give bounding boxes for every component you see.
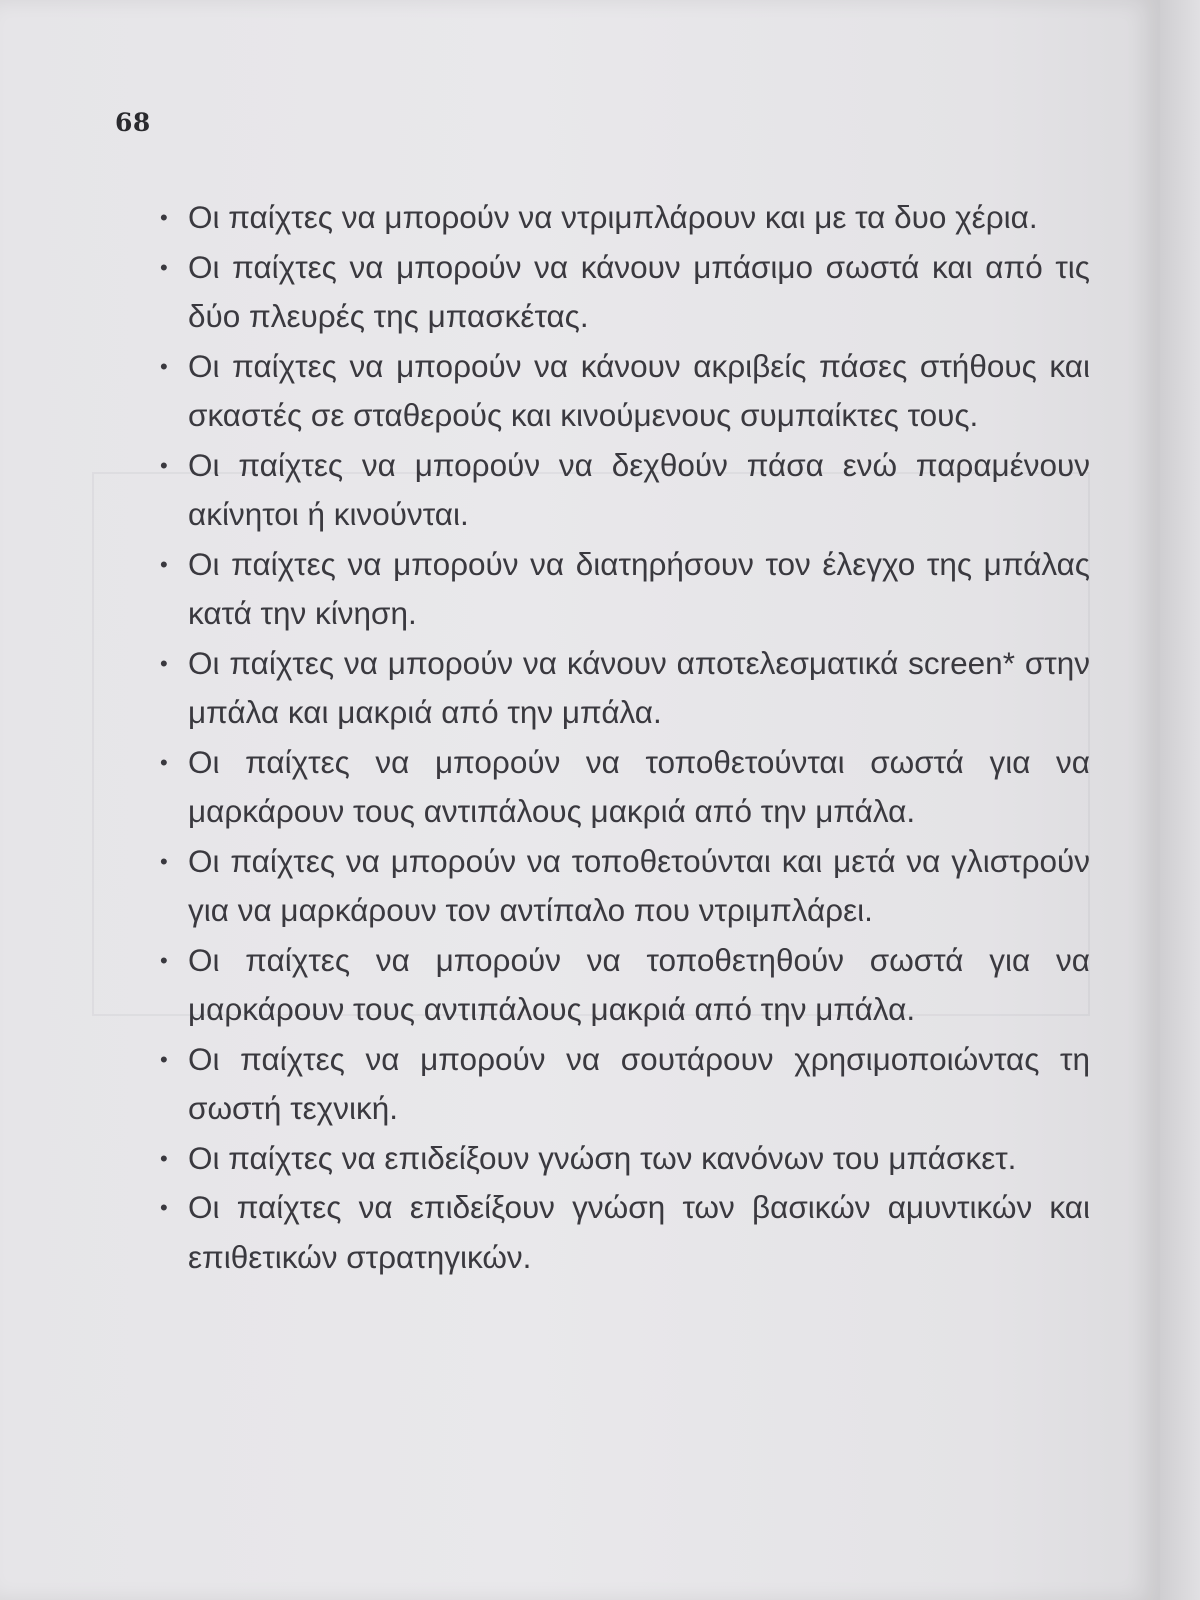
bullet-icon: • (160, 205, 168, 230)
page-edge (1160, 0, 1200, 1600)
bullet-icon: • (160, 1145, 168, 1171)
bullet-icon: • (160, 1046, 168, 1072)
page-number: 68 (115, 108, 151, 137)
list-item-text: Οι παίχτες να επιδείξουν γνώση των κανόνων του μπάσκετ. (188, 1139, 1017, 1176)
bullet-icon: • (160, 551, 168, 577)
list-item-text: Οι παίχτες να μπορούν να δεχθούν πάσα ενώ παραμένουν ακίνητοι ή κινούνται. (188, 446, 1090, 532)
bullet-icon: • (160, 848, 168, 874)
bullet-icon: • (160, 1195, 168, 1220)
list-item (160, 738, 1090, 837)
list-item-text: Οι παίχτες να μπορούν να τοποθετούνται σωστά για να μαρκάρουν τους αντιπάλους μακριά από την μπάλα. (188, 743, 1090, 829)
list-item (160, 243, 1090, 342)
list-item (160, 540, 1090, 639)
list-item (160, 837, 1090, 936)
list-item (160, 193, 1090, 243)
list-item-text: Οι παίχτες να μπορούν να διατηρήσουν τον έλεγχο της μπάλας κατά την κίνηση. (188, 545, 1090, 631)
list-item (160, 1035, 1090, 1134)
list-item (160, 342, 1090, 441)
list-item-text: Οι παίχτες να μπορούν να κάνουν μπάσιμο σωστά και από τις δύο πλευρές της μπασκέτας. (188, 248, 1090, 334)
list-item-text: Οι παίχτες να μπορούν να τοποθετούνται και μετά να γλιστρούν για να μαρκάρουν τον αντίπαλο που ντριμπλάρει. (188, 842, 1090, 928)
list-item-text: Οι παίχτες να μπορούν να κάνουν ακριβείς πάσες στήθους και σκαστές σε σταθερούς και κινούμενους συμπαίκτες τους. (188, 347, 1090, 433)
bullet-icon: • (160, 650, 168, 676)
list-item-text: Οι παίχτες να μπορούν να κάνουν αποτελεσματικά screen* στην μπάλα και μακριά από την μπάλα. (188, 644, 1090, 730)
list-item (160, 936, 1090, 1035)
list-item-text: Οι παίχτες να μπορούν να τοποθετηθούν σωστά για να μαρκάρουν τους αντιπάλους μακριά από την μπάλα. (188, 941, 1090, 1027)
bullet-icon: • (160, 947, 168, 973)
list-item (160, 1134, 1090, 1184)
list-item (160, 441, 1090, 540)
list-item-text: Οι παίχτες να μπορούν να σουτάρουν χρησιμοποιώντας τη σωστή τεχνική. (188, 1040, 1090, 1126)
list-item-text: Οι παίχτες να επιδείξουν γνώση των βασικών αμυντικών και επιθετικών στρατηγικών. (188, 1189, 1090, 1275)
list-item (160, 639, 1090, 738)
list-item-text: Οι παίχτες να μπορούν να ντριμπλάρουν και με τα δυο χέρια. (188, 199, 1038, 235)
bullet-icon: • (160, 353, 168, 379)
bullet-icon: • (160, 452, 168, 478)
bullet-icon: • (160, 254, 168, 280)
objectives-list (160, 193, 1090, 1282)
bullet-icon: • (160, 749, 168, 775)
list-item (160, 1183, 1090, 1282)
